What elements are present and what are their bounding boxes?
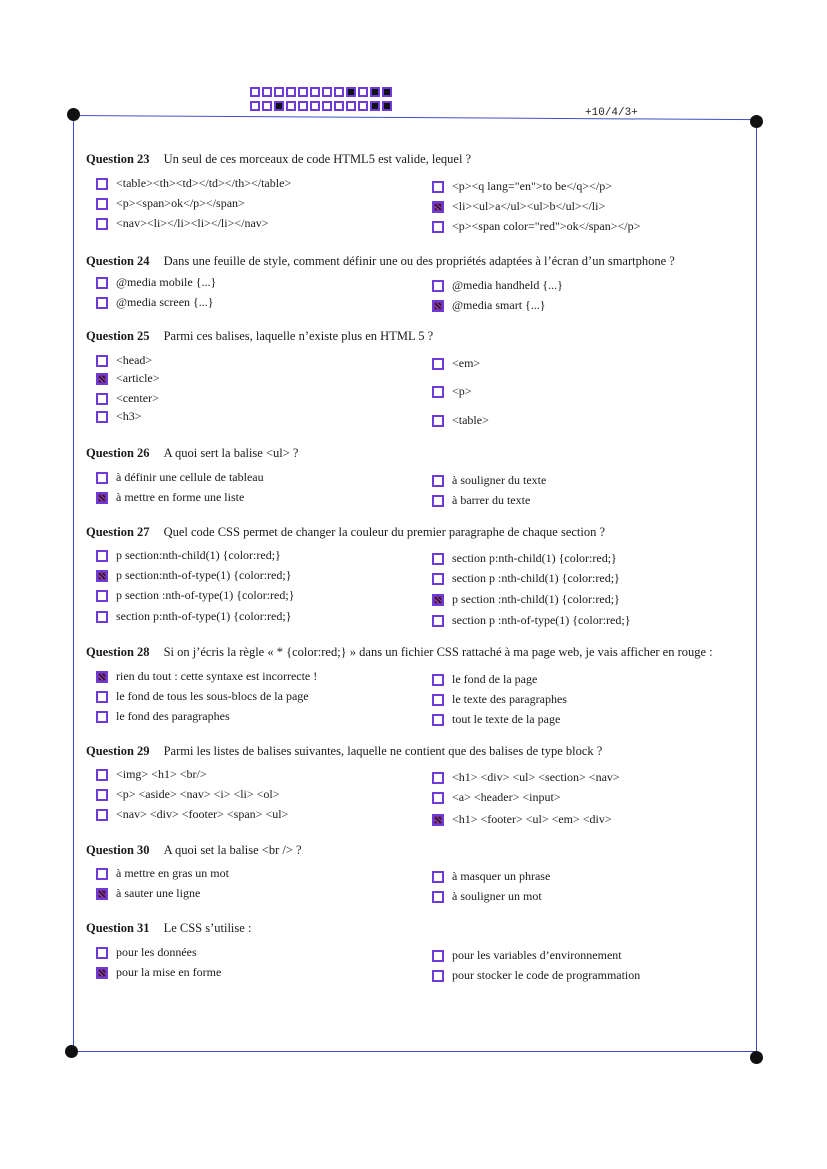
answer-option[interactable] [432, 551, 617, 566]
answer-option[interactable] [432, 298, 546, 313]
answer-checkbox[interactable] [96, 769, 108, 781]
answer-label: <head> [116, 353, 153, 367]
corner-mark-bottom-left [65, 1045, 78, 1058]
answer-option[interactable] [96, 409, 142, 424]
answer-label: section p:nth-child(1) {color:red;} [452, 551, 617, 565]
answer-label: <nav> <div> <footer> <span> <ul> [116, 807, 289, 821]
code-cell [286, 87, 296, 97]
code-cell [286, 101, 296, 111]
code-cell [310, 87, 320, 97]
answer-checkbox[interactable] [432, 970, 444, 982]
answer-label: <table><th><td></td></th></table> [116, 176, 292, 190]
answer-option[interactable] [96, 196, 245, 211]
answer-checkbox[interactable] [432, 674, 444, 686]
answer-checkbox[interactable] [96, 570, 108, 582]
code-cell [298, 101, 308, 111]
answer-checkbox[interactable] [432, 386, 444, 398]
answer-label: à barrer du texte [452, 493, 531, 507]
answer-option[interactable] [432, 712, 560, 727]
corner-mark-top-left [67, 108, 80, 121]
frame-bottom [71, 1051, 757, 1052]
answer-label: section p :nth-child(1) {color:red;} [452, 571, 620, 585]
answer-option[interactable] [432, 199, 605, 214]
answer-label: à mettre en gras un mot [116, 866, 229, 880]
question-title [86, 843, 302, 858]
answer-option[interactable] [432, 384, 472, 399]
answer-label: @media smart {...} [452, 298, 546, 312]
answer-option[interactable] [432, 356, 480, 371]
code-cell [274, 87, 284, 97]
answer-option[interactable] [96, 866, 229, 881]
answer-option[interactable] [432, 219, 640, 234]
answer-checkbox[interactable] [432, 714, 444, 726]
page-code: +10/4/3+ [585, 107, 638, 119]
answer-label: <li><ul>a</ul><ul>b</ul></li> [452, 199, 606, 213]
frame-left [73, 115, 74, 1051]
binary-code-bar-top [250, 87, 394, 97]
answer-label: <h1> <footer> <ul> <em> <div> [452, 812, 612, 826]
code-cell [382, 87, 392, 97]
question-text: Le CSS s’utilise : [163, 921, 252, 935]
answer-checkbox[interactable] [96, 888, 108, 900]
answer-label: à masquer un phrase [452, 869, 551, 883]
answer-checkbox[interactable] [96, 492, 108, 504]
answer-label: tout le texte de la page [452, 712, 561, 726]
answer-option[interactable] [96, 470, 264, 485]
question-title [86, 645, 713, 660]
answer-option[interactable] [96, 945, 197, 960]
answer-option[interactable] [96, 689, 309, 704]
answer-checkbox[interactable] [432, 475, 444, 487]
answer-checkbox[interactable] [432, 615, 444, 627]
answer-label: <a> <header> <input> [452, 790, 561, 804]
code-cell [334, 101, 344, 111]
answer-checkbox[interactable] [96, 198, 108, 210]
question-title [86, 446, 298, 461]
answer-label: @media handheld {...} [452, 278, 563, 292]
answer-label: @media screen {...} [116, 295, 214, 309]
question-number: Question 28 [86, 645, 150, 659]
answer-option[interactable] [432, 592, 620, 607]
answer-checkbox[interactable] [432, 871, 444, 883]
answer-checkbox[interactable] [432, 181, 444, 193]
answer-label: section p :nth-of-type(1) {color:red;} [452, 613, 631, 627]
answer-label: le fond de la page [452, 672, 538, 686]
answer-label: pour la mise en forme [116, 965, 222, 979]
question-text: Si on j’écris la règle « * {color:red;} » dans un fichier CSS rattaché à ma page web, je vais afficher en rouge : [163, 645, 713, 659]
question-title [86, 525, 605, 540]
answer-option[interactable] [96, 490, 244, 505]
answer-checkbox[interactable] [432, 772, 444, 784]
answer-checkbox[interactable] [96, 411, 108, 423]
answer-option[interactable] [432, 948, 622, 963]
answer-label: le texte des paragraphes [452, 692, 567, 706]
question-text: A quoi sert la balise <ul> ? [163, 446, 299, 460]
answer-option[interactable] [96, 568, 291, 583]
answer-option[interactable] [432, 869, 550, 884]
answer-option[interactable] [96, 176, 291, 191]
answer-label: le fond de tous les sous-blocs de la page [116, 689, 309, 703]
answer-label: pour stocker le code de programmation [452, 968, 641, 982]
answer-label: @media mobile {...} [116, 275, 217, 289]
answer-option[interactable] [96, 391, 159, 406]
answer-option[interactable] [432, 968, 640, 983]
answer-checkbox[interactable] [432, 573, 444, 585]
answer-checkbox[interactable] [96, 355, 108, 367]
question-text: Parmi les listes de balises suivantes, laquelle ne contient que des balises de type block ? [163, 744, 603, 758]
answer-option[interactable] [96, 669, 317, 684]
question-text: Parmi ces balises, laquelle n’existe plus en HTML 5 ? [163, 329, 434, 343]
answer-checkbox[interactable] [432, 814, 444, 826]
answer-option[interactable] [96, 609, 291, 624]
question-text: Quel code CSS permet de changer la couleur du premier paragraphe de chaque section ? [163, 525, 606, 539]
answer-label: <table> [452, 413, 489, 427]
code-cell [262, 101, 272, 111]
answer-option[interactable] [96, 807, 288, 822]
answer-checkbox[interactable] [432, 415, 444, 427]
code-cell [322, 101, 332, 111]
question-number: Question 25 [86, 329, 150, 343]
answer-checkbox[interactable] [96, 711, 108, 723]
answer-label: à souligner du texte [452, 473, 547, 487]
question-number: Question 31 [86, 921, 150, 935]
answer-checkbox[interactable] [96, 671, 108, 683]
answer-option[interactable] [432, 473, 546, 488]
answer-checkbox[interactable] [96, 611, 108, 623]
answer-option[interactable] [432, 493, 530, 508]
code-cell [346, 101, 356, 111]
answer-option[interactable] [432, 889, 542, 904]
question-title [86, 254, 675, 269]
answer-option[interactable] [432, 812, 612, 827]
answer-label: p section :nth-of-type(1) {color:red;} [116, 588, 295, 602]
code-cell [334, 87, 344, 97]
answer-option[interactable] [432, 790, 561, 805]
answer-label: <em> [452, 356, 481, 370]
answer-label: <img> <h1> <br/> [116, 767, 207, 781]
answer-checkbox[interactable] [432, 950, 444, 962]
code-cell [346, 87, 356, 97]
answer-option[interactable] [96, 216, 269, 231]
question-number: Question 27 [86, 525, 150, 539]
answer-checkbox[interactable] [96, 947, 108, 959]
question-title [86, 744, 602, 759]
answer-label: <center> [116, 391, 159, 405]
answer-checkbox[interactable] [96, 178, 108, 190]
answer-label: <h3> [116, 409, 142, 423]
answer-checkbox[interactable] [432, 891, 444, 903]
answer-label: <article> [116, 371, 160, 385]
answer-option[interactable] [96, 275, 216, 290]
question-title [86, 329, 433, 344]
answer-label: pour les données [116, 945, 197, 959]
code-cell [250, 101, 260, 111]
code-cell [274, 101, 284, 111]
answer-label: <h1> <div> <ul> <section> <nav> [452, 770, 620, 784]
question-title [86, 152, 471, 167]
answer-checkbox[interactable] [432, 792, 444, 804]
answer-option[interactable] [432, 692, 567, 707]
answer-label: à mettre en forme une liste [116, 490, 245, 504]
answer-checkbox[interactable] [96, 590, 108, 602]
answer-label: p section:nth-of-type(1) {color:red;} [116, 568, 292, 582]
answer-checkbox[interactable] [432, 221, 444, 233]
code-cell [298, 87, 308, 97]
answer-label: rien du tout : cette syntaxe est incorrecte ! [116, 669, 318, 683]
answer-checkbox[interactable] [96, 277, 108, 289]
question-text: Un seul de ces morceaux de code HTML5 est valide, lequel ? [163, 152, 472, 166]
answer-checkbox[interactable] [432, 594, 444, 606]
answer-option[interactable] [432, 571, 620, 586]
answer-checkbox[interactable] [432, 694, 444, 706]
question-number: Question 23 [86, 152, 150, 166]
answer-checkbox[interactable] [96, 691, 108, 703]
answer-label: p section:nth-child(1) {color:red;} [116, 548, 281, 562]
answer-checkbox[interactable] [432, 358, 444, 370]
answer-checkbox[interactable] [96, 393, 108, 405]
code-cell [310, 101, 320, 111]
answer-option[interactable] [96, 787, 280, 802]
answer-option[interactable] [432, 179, 612, 194]
answer-label: à sauter une ligne [116, 886, 201, 900]
answer-checkbox[interactable] [96, 218, 108, 230]
binary-code-bar-bottom [250, 101, 394, 111]
answer-option[interactable] [96, 588, 294, 603]
answer-checkbox[interactable] [432, 300, 444, 312]
answer-checkbox[interactable] [96, 868, 108, 880]
answer-option[interactable] [96, 548, 281, 563]
answer-label: <p><span color="red">ok</span></p> [452, 219, 641, 233]
code-cell [358, 87, 368, 97]
answer-option[interactable] [432, 672, 537, 687]
answer-label: section p:nth-of-type(1) {color:red;} [116, 609, 292, 623]
question-text: Dans une feuille de style, comment définir une ou des propriétés adaptées à l’écran d’un smartphone ? [163, 254, 675, 268]
question-number: Question 30 [86, 843, 150, 857]
code-cell [250, 87, 260, 97]
answer-label: à souligner un mot [452, 889, 542, 903]
question-number: Question 24 [86, 254, 150, 268]
answer-option[interactable] [432, 613, 630, 628]
answer-option[interactable] [96, 709, 230, 724]
code-cell [370, 101, 380, 111]
answer-option[interactable] [96, 353, 152, 368]
question-text: A quoi set la balise <br /> ? [163, 843, 302, 857]
answer-option[interactable] [432, 770, 620, 785]
frame-right [756, 121, 757, 1056]
answer-checkbox[interactable] [96, 550, 108, 562]
answer-option[interactable] [96, 965, 221, 980]
answer-label: à définir une cellule de tableau [116, 470, 264, 484]
answer-option[interactable] [96, 295, 214, 310]
question-title [86, 921, 251, 936]
answer-checkbox[interactable] [432, 201, 444, 213]
answer-checkbox[interactable] [96, 297, 108, 309]
answer-checkbox[interactable] [432, 553, 444, 565]
code-cell [262, 87, 272, 97]
answer-option[interactable] [432, 413, 489, 428]
code-cell [322, 87, 332, 97]
answer-option[interactable] [96, 371, 160, 386]
answer-option[interactable] [96, 767, 207, 782]
answer-label: <p> <aside> <nav> <i> <li> <ol> [116, 787, 280, 801]
answer-label: le fond des paragraphes [116, 709, 230, 723]
answer-option[interactable] [96, 886, 200, 901]
answer-label: <p><q lang="en">to be</q></p> [452, 179, 613, 193]
answer-label: pour les variables d’environnement [452, 948, 622, 962]
answer-checkbox[interactable] [96, 789, 108, 801]
answer-checkbox[interactable] [432, 280, 444, 292]
question-number: Question 26 [86, 446, 150, 460]
answer-checkbox[interactable] [96, 809, 108, 821]
answer-label: <nav><li></li><li></li></nav> [116, 216, 269, 230]
corner-mark-top-right [750, 115, 763, 128]
answer-label: <p> [452, 384, 472, 398]
corner-mark-bottom-right [750, 1051, 763, 1064]
answer-checkbox[interactable] [432, 495, 444, 507]
answer-label: <p><span>ok</p></span> [116, 196, 245, 210]
answer-label: p section :nth-child(1) {color:red;} [452, 592, 620, 606]
frame-top [73, 115, 756, 120]
answer-checkbox[interactable] [96, 472, 108, 484]
answer-checkbox[interactable] [96, 373, 108, 385]
question-number: Question 29 [86, 744, 150, 758]
answer-option[interactable] [432, 278, 563, 293]
code-cell [358, 101, 368, 111]
answer-checkbox[interactable] [96, 967, 108, 979]
code-cell [370, 87, 380, 97]
code-cell [382, 101, 392, 111]
